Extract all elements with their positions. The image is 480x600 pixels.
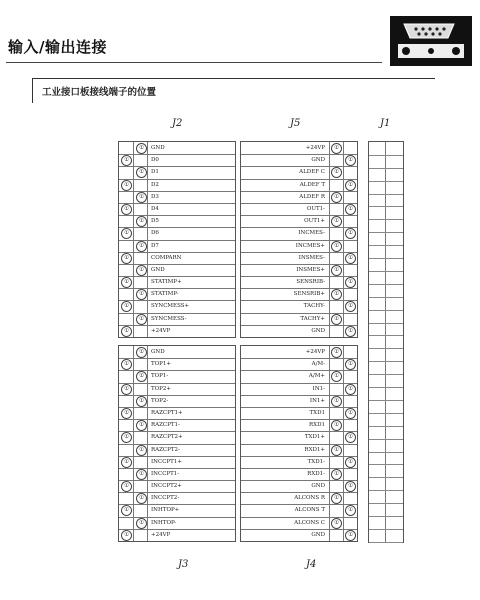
terminal-pin-icon: ① xyxy=(331,143,342,154)
terminal-pin-icon: ① xyxy=(345,505,356,516)
signal-label: SYNCMESS- xyxy=(151,315,187,322)
j1-cell xyxy=(369,361,403,375)
j1-cell xyxy=(369,194,403,208)
terminal-pin-icon: ① xyxy=(345,432,356,443)
signal-label: INHTOP+ xyxy=(151,507,180,514)
signal-label: RAZCPT1- xyxy=(151,422,180,429)
terminal-pin-icon: ① xyxy=(136,167,147,178)
j1-cell xyxy=(369,271,403,285)
terminal-pin-icon: ① xyxy=(345,530,356,541)
terminal-pin-icon: ① xyxy=(136,314,147,325)
terminal-block-j2 xyxy=(118,141,236,338)
j1-cell xyxy=(369,400,403,414)
terminal-pin-icon: ① xyxy=(345,180,356,191)
j1-cell xyxy=(369,155,403,169)
terminal-pin-icon: ① xyxy=(136,420,147,431)
signal-label: +24VP xyxy=(305,145,325,151)
signal-label: A/M+ xyxy=(308,373,325,380)
j3-label: J3 xyxy=(178,559,189,570)
signal-label: INHTOP- xyxy=(151,519,177,526)
terminal-pin-icon: ① xyxy=(345,481,356,492)
terminal-pin-icon: ① xyxy=(136,493,147,504)
terminal-pin-icon: ① xyxy=(345,326,356,337)
signal-label: IN1- xyxy=(312,385,325,392)
terminal-pin-icon: ① xyxy=(136,371,147,382)
terminal-pin-icon: ① xyxy=(136,192,147,203)
j1-cell xyxy=(369,348,403,362)
j1-cell xyxy=(369,219,403,233)
signal-label: ALCONS T xyxy=(294,507,325,514)
terminal-pin-icon: ① xyxy=(331,289,342,300)
j1-cell xyxy=(369,310,403,324)
signal-label: ALDEF C xyxy=(299,169,325,176)
terminal-pin-icon: ① xyxy=(121,505,132,516)
signal-label: GND xyxy=(311,157,325,164)
signal-label: GND xyxy=(311,483,325,490)
terminal-pin-icon: ① xyxy=(331,371,342,382)
j1-cell xyxy=(369,297,403,311)
signal-label: GND xyxy=(311,531,325,538)
terminal-pin-icon: ① xyxy=(136,216,147,227)
j1-cell xyxy=(369,413,403,427)
signal-label: TOP2- xyxy=(151,397,169,404)
terminal-pin-icon: ① xyxy=(121,155,132,166)
signal-label: INCCPT2- xyxy=(151,495,180,502)
terminal-pin-icon: ① xyxy=(121,228,132,239)
terminal-strip-j1 xyxy=(368,141,404,543)
signal-label: INCCPT2+ xyxy=(151,483,182,490)
signal-label: ALCONS R xyxy=(294,495,325,502)
terminal-pin-icon: ① xyxy=(136,241,147,252)
signal-label: GND xyxy=(151,266,165,273)
j1-cell xyxy=(369,439,403,453)
signal-label: RXD1 xyxy=(309,422,325,429)
signal-label: OUT1+ xyxy=(304,218,325,225)
terminal-pin-icon: ① xyxy=(331,420,342,431)
signal-label: D0 xyxy=(151,157,159,164)
signal-label: SENSRIB- xyxy=(296,279,325,286)
signal-label: INSMES- xyxy=(298,254,325,261)
terminal-row xyxy=(241,529,357,541)
signal-label: D1 xyxy=(151,169,159,176)
terminal-pin-icon: ① xyxy=(345,228,356,239)
terminal-pin-icon: ① xyxy=(331,445,342,456)
terminal-pin-icon: ① xyxy=(345,457,356,468)
j1-cell xyxy=(369,142,403,156)
signal-label: RAZCPT2+ xyxy=(151,434,183,441)
terminal-pin-icon: ① xyxy=(121,481,132,492)
j1-cell xyxy=(369,452,403,466)
terminal-pin-icon: ① xyxy=(136,469,147,480)
signal-label: D3 xyxy=(151,193,159,200)
signal-label: INSMES+ xyxy=(296,266,325,273)
j1-cell xyxy=(369,516,403,530)
j1-cell xyxy=(369,323,403,337)
signal-label: +24VP xyxy=(151,531,171,538)
terminal-pin-icon: ① xyxy=(345,359,356,370)
terminal-pin-icon: ① xyxy=(136,445,147,456)
signal-label: D6 xyxy=(151,230,159,237)
signal-label: OUT1- xyxy=(306,205,325,212)
signal-label: RAZCPT1+ xyxy=(151,409,183,416)
section-title: 工业接口板接线端子的位置 xyxy=(42,87,157,98)
connector-logo-icon xyxy=(390,16,472,66)
terminal-row xyxy=(241,325,357,337)
terminal-block-j3 xyxy=(118,345,236,542)
terminal-pin-icon: ① xyxy=(121,384,132,395)
j1-cell xyxy=(369,426,403,440)
signal-label: INCCPT1- xyxy=(151,470,180,477)
signal-label: D7 xyxy=(151,242,159,249)
terminal-pin-icon: ① xyxy=(345,301,356,312)
signal-label: INCMES+ xyxy=(295,242,325,249)
terminal-pin-icon: ① xyxy=(121,253,132,264)
j4-label: J4 xyxy=(306,559,317,570)
signal-label: RXD1- xyxy=(307,470,325,477)
terminal-pin-icon: ① xyxy=(331,347,342,358)
terminal-pin-icon: ① xyxy=(121,277,132,288)
terminal-pin-icon: ① xyxy=(121,180,132,191)
signal-label: GND xyxy=(311,327,325,334)
j1-cell xyxy=(369,258,403,272)
j1-cell xyxy=(369,336,403,350)
signal-label: TOP1+ xyxy=(151,361,171,368)
j1-cell xyxy=(369,465,403,479)
page-title: 输入/输出连接 xyxy=(8,38,107,56)
terminal-pin-icon: ① xyxy=(136,265,147,276)
signal-label: A/M- xyxy=(311,361,325,368)
j1-cell xyxy=(369,207,403,221)
signal-label: STATIMP+ xyxy=(151,279,182,286)
terminal-pin-icon: ① xyxy=(121,326,132,337)
j1-cell xyxy=(369,387,403,401)
j1-cell xyxy=(369,181,403,195)
j5-label: J5 xyxy=(290,118,301,129)
terminal-row xyxy=(119,529,235,541)
terminal-pin-icon: ① xyxy=(121,359,132,370)
terminal-pin-icon: ① xyxy=(345,408,356,419)
terminal-pin-icon: ① xyxy=(121,432,132,443)
signal-label: ALDEF T xyxy=(299,181,325,188)
terminal-pin-icon: ① xyxy=(331,314,342,325)
terminal-pin-icon: ① xyxy=(331,518,342,529)
signal-label: TOP2+ xyxy=(151,385,171,392)
j1-label: J1 xyxy=(380,118,391,129)
j1-cell xyxy=(369,168,403,182)
terminal-pin-icon: ① xyxy=(345,384,356,395)
terminal-pin-icon: ① xyxy=(331,396,342,407)
signal-label: TACHY- xyxy=(303,303,325,310)
terminal-pin-icon: ① xyxy=(345,253,356,264)
signal-label: INCMES- xyxy=(298,230,325,237)
terminal-pin-icon: ① xyxy=(121,408,132,419)
signal-label: ALDEF R xyxy=(299,193,325,200)
signal-label: SYNCMESS+ xyxy=(151,303,190,310)
signal-label: IN1+ xyxy=(309,397,325,404)
terminal-pin-icon: ① xyxy=(136,143,147,154)
signal-label: D4 xyxy=(151,205,159,212)
terminal-pin-icon: ① xyxy=(136,289,147,300)
signal-label: GND xyxy=(151,349,165,355)
terminal-block-j5 xyxy=(240,141,358,338)
terminal-pin-icon: ① xyxy=(331,469,342,480)
terminal-row xyxy=(119,325,235,337)
signal-label: TXD1+ xyxy=(304,434,325,441)
signal-label: RXD1+ xyxy=(304,446,325,453)
signal-label: GND xyxy=(151,145,165,151)
j1-cell xyxy=(369,284,403,298)
terminal-pin-icon: ① xyxy=(121,301,132,312)
terminal-pin-icon: ① xyxy=(121,457,132,468)
signal-label: D2 xyxy=(151,181,159,188)
j1-cell xyxy=(369,477,403,491)
signal-label: D5 xyxy=(151,218,159,225)
terminal-pin-icon: ① xyxy=(331,192,342,203)
signal-label: STATIMP- xyxy=(151,291,179,298)
j1-cell xyxy=(369,503,403,517)
terminal-pin-icon: ① xyxy=(331,493,342,504)
terminal-pin-icon: ① xyxy=(331,216,342,227)
terminal-pin-icon: ① xyxy=(345,277,356,288)
j2-label: J2 xyxy=(172,118,183,129)
j1-cell xyxy=(369,490,403,504)
terminal-pin-icon: ① xyxy=(345,204,356,215)
j1-cell xyxy=(369,529,403,543)
signal-label: +24VP xyxy=(151,327,171,334)
terminal-block-j4 xyxy=(240,345,358,542)
signal-label: TOP1- xyxy=(151,373,169,380)
terminal-pin-icon: ① xyxy=(136,396,147,407)
terminal-pin-icon: ① xyxy=(136,518,147,529)
terminal-pin-icon: ① xyxy=(331,265,342,276)
signal-label: +24VP xyxy=(305,349,325,355)
signal-label: COMPARN xyxy=(151,254,182,261)
terminal-pin-icon: ① xyxy=(331,167,342,178)
signal-label: TACHY+ xyxy=(300,315,325,322)
signal-label: RAZCPT2- xyxy=(151,446,180,453)
terminal-pin-icon: ① xyxy=(345,155,356,166)
signal-label: ALCONS C xyxy=(294,519,325,526)
terminal-pin-icon: ① xyxy=(121,530,132,541)
header-divider xyxy=(6,62,382,63)
signal-label: TXD1- xyxy=(307,458,325,465)
signal-label: INCCPT1+ xyxy=(151,458,182,465)
terminal-pin-icon: ① xyxy=(136,347,147,358)
terminal-pin-icon: ① xyxy=(331,241,342,252)
j1-cell xyxy=(369,374,403,388)
j1-cell xyxy=(369,245,403,259)
terminal-pin-icon: ① xyxy=(121,204,132,215)
j1-cell xyxy=(369,232,403,246)
signal-label: TXD1 xyxy=(309,409,325,416)
signal-label: SENSRIB+ xyxy=(293,291,325,298)
